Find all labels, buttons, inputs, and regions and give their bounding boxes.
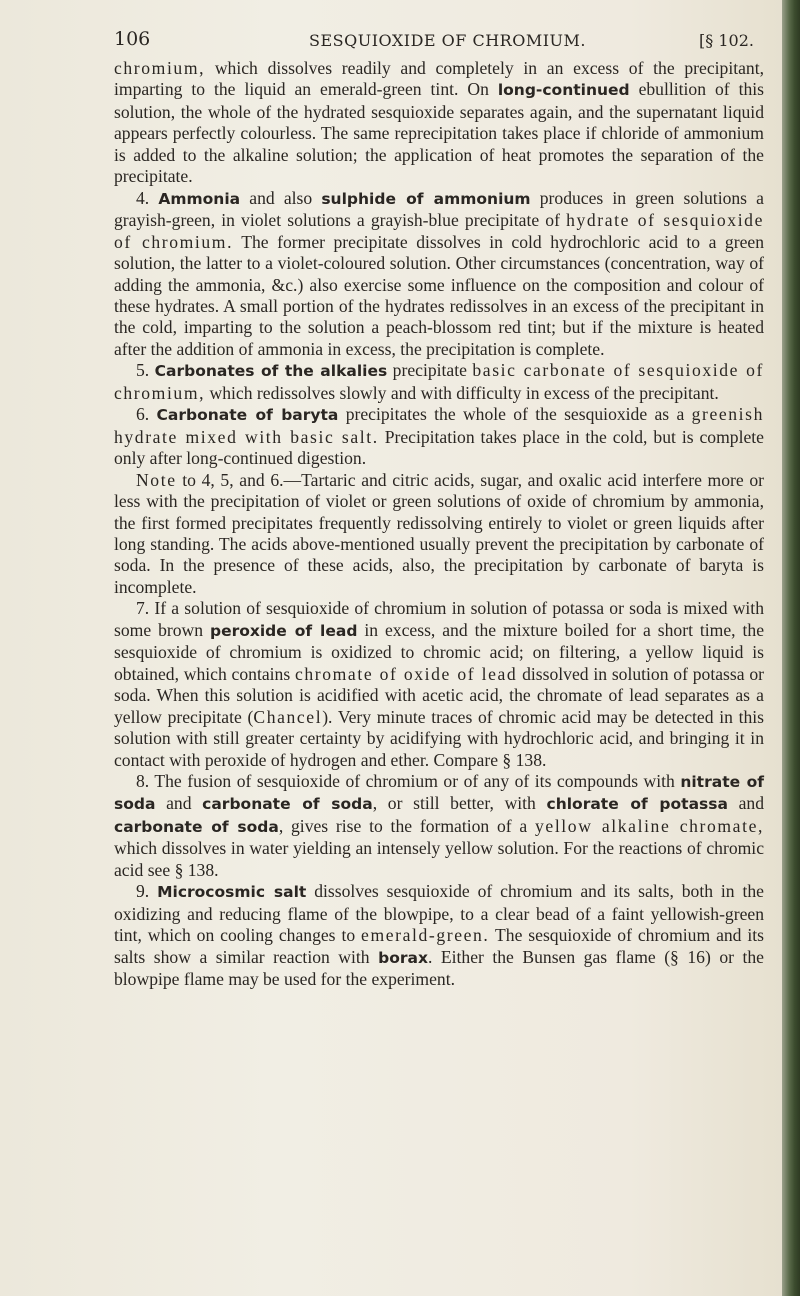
- spaced-term: Chancel: [253, 706, 323, 727]
- bold-term: long-continued: [497, 81, 630, 100]
- paragraph-8-fusion: [114, 771, 764, 881]
- bold-term: sulphide of ammonium: [321, 189, 531, 208]
- paragraph-continuation: [114, 58, 764, 188]
- text-run: precipitate: [387, 360, 473, 381]
- text-run: produces in green solutions a grayish-green, in violet solutions a grayish-blue precipitate of: [114, 187, 764, 231]
- text-run: which dissolves in water yielding an intensely yellow solution. For the reactions of chromic acid see § 138.: [114, 838, 764, 880]
- paragraph-7-peroxide-of-lead: [114, 598, 764, 771]
- spaced-term: emerald-green.: [361, 925, 490, 946]
- body-text: [114, 58, 764, 990]
- bold-term: nitrate of soda: [114, 772, 765, 814]
- bold-term: borax: [378, 948, 428, 967]
- text-run: which redissolves slowly and with difficulty in excess of the precipitant.: [205, 382, 719, 403]
- text-run: ). Very minute traces of chromic acid may be detected in this solution with still greater certainty by acidifying with hydrochloric acid, and bringing it in contact with peroxide of hydrogen and ether. Compare § 138.: [114, 706, 764, 770]
- bold-term: Carbonates of the alkalies: [154, 362, 388, 381]
- text-run: to 4, 5, and 6.—Tartaric and citric acids, sugar, and oxalic acid interfere more or less with the precipitation of violet or green solutions of oxide of chromium by ammonia, the first formed precipitates frequently redissolving entirely to violet or green liquids after long standing. The acids above-mentioned usually prevent the precipitation by carbonate of soda. In the presence of these acids, also, the precipitation by carbonate of baryta is incomplete.: [114, 469, 764, 597]
- bold-term: Ammonia: [158, 189, 241, 208]
- paragraph-6-baryta: [114, 404, 764, 469]
- section-reference: [§ 102.: [699, 31, 754, 50]
- text-run: 6.: [136, 404, 157, 425]
- paragraph-4-ammonia: [114, 188, 764, 361]
- text-run: 7. If a solution of sesquioxide of chromium in solution of potassa or soda is mixed with some brown: [114, 598, 764, 640]
- text-run: 4.: [136, 187, 159, 208]
- page-edge: [782, 0, 800, 1296]
- text-run: ebullition of this solution, the whole of the hydrated sesquioxide separates again, and the supernatant liquid appears perfectly colourless. The same reprecipitation takes place if chloride of ammonium is added to the alkaline solution; the application of heat promotes the separation of the precipitate.: [114, 79, 764, 187]
- spaced-term: basic carbonate of sesquioxide of chromium,: [114, 360, 764, 403]
- bold-term: carbonate of soda: [114, 817, 279, 836]
- text-run: which dissolves readily and completely in an excess of the precipitant, imparting to the liquid an emerald-green tint. On: [114, 58, 764, 100]
- text-run: . Either the Bunsen gas flame (§ 16) or the blowpipe flame may be used for the experiment.: [114, 946, 764, 990]
- text-run: The former precipitate dissolves in cold hydrochloric acid to a green solution, the latter to a violet-coloured solution. Other circumstances (concentration, way of adding the ammonia, &c.) also exercise some influence on the composition and colour of these hydrates. A small portion of the hydrates redissolves in an excess of the precipitant in the cold, imparting to the solution a peach-blossom red tint; but if the mixture is heated after the addition of ammonia in excess, the precipitation is complete.: [114, 231, 764, 359]
- running-header: [114, 28, 754, 56]
- spaced-term: chromate of oxide of lead: [294, 663, 518, 684]
- bold-term: Carbonate of baryta: [156, 406, 339, 425]
- text-run: 5.: [136, 360, 155, 381]
- bold-term: peroxide of lead: [209, 621, 358, 640]
- spaced-term: chromium,: [114, 58, 206, 78]
- text-run: , or still better, with: [372, 793, 547, 814]
- page-number: 106: [114, 28, 151, 50]
- running-title: SESQUIOXIDE OF CHROMIUM.: [309, 31, 586, 50]
- bold-term: chlorate of potassa: [546, 795, 728, 814]
- bold-term: carbonate of soda: [202, 795, 373, 814]
- text-run: The sesquioxide of chromium and its salts show a similar reaction with: [114, 925, 765, 967]
- text-run: Precipitation takes place in the cold, but is complete only after long-continued digestion.: [114, 426, 764, 469]
- paragraph-5-carbonates: [114, 360, 764, 404]
- spaced-term: yellow alkaline chromate,: [535, 815, 764, 836]
- bold-term: Microcosmic salt: [157, 883, 307, 902]
- spaced-term: hydrate of sesquioxide of chromium.: [114, 210, 764, 252]
- spaced-term: Note: [136, 469, 177, 490]
- text-run: 9.: [136, 881, 158, 902]
- text-run: and also: [240, 187, 322, 208]
- paragraph-note: [114, 470, 764, 599]
- text-run: dissolves sesquioxide of chromium and its salts, both in the oxidizing and reducing flame of the blowpipe, to a clear bead of a faint yellowish-green tint, which on cooling changes to: [114, 881, 764, 946]
- text-run: 8. The fusion of sesquioxide of chromium or of any of its compounds with: [136, 770, 681, 791]
- text-run: and: [727, 793, 765, 814]
- text-run: precipitates the whole of the sesquioxide as a: [338, 404, 692, 425]
- paragraph-9-microcosmic-salt: [114, 881, 764, 990]
- spaced-term: greenish hydrate mixed with basic salt.: [114, 404, 765, 447]
- text-run: , gives rise to the formation of a: [278, 815, 536, 836]
- text-run: dissolved in solution of potassa or soda. When this solution is acidified with acetic acid, the chromate of lead separates as a yellow precipitate (: [114, 663, 764, 727]
- text-run: and: [155, 793, 203, 814]
- text-run: in excess, and the mixture boiled for a short time, the sesquioxide of chromium is oxidized to chromic acid; on filtering, a yellow liquid is obtained, which contains: [114, 619, 765, 684]
